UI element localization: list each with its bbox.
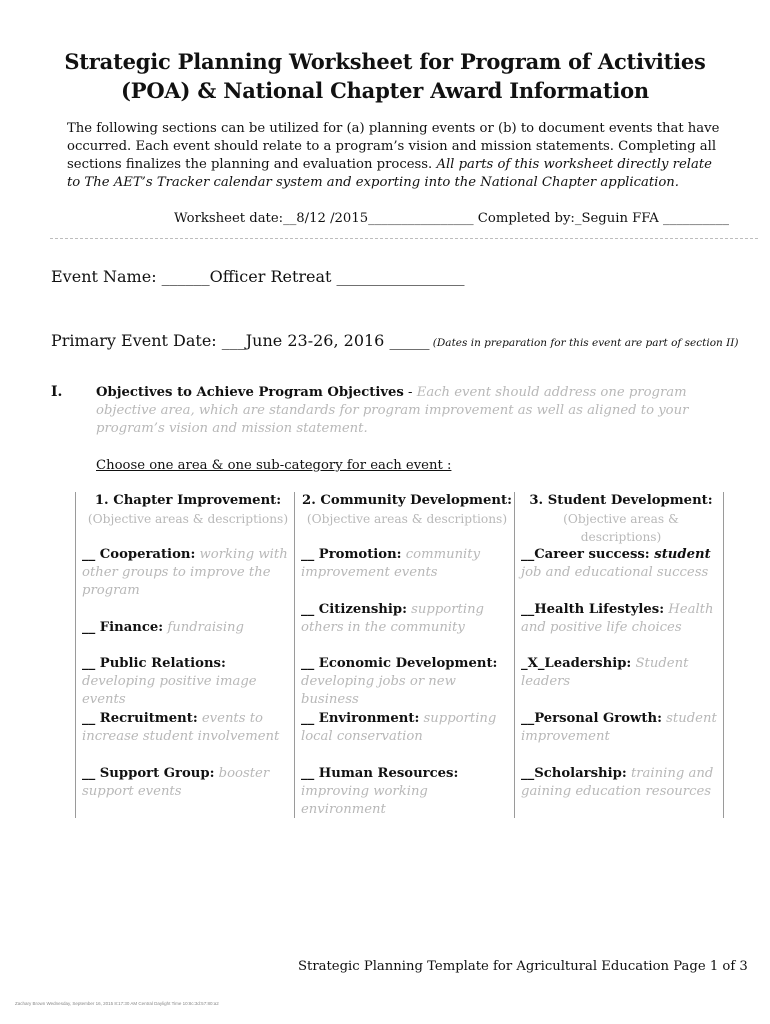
objective-option-selected[interactable] [521, 655, 721, 691]
objective-option[interactable] [82, 655, 294, 709]
objective-option[interactable] [521, 765, 721, 801]
objective-option[interactable] [82, 546, 294, 600]
option-label: __Scholarship: [521, 766, 627, 781]
column-heading: 3. Student Development: [529, 493, 713, 508]
objective-option[interactable] [521, 546, 721, 582]
worksheet-date-label: Worksheet date: [174, 211, 284, 226]
intro-paragraph [67, 120, 727, 192]
column-heading: 1. Chapter Improvement: [94, 493, 282, 508]
event-date-row [51, 331, 739, 350]
option-label: __Career success: [521, 547, 650, 562]
document-title-line-2: (POA) & National Chapter Award Information [121, 78, 649, 103]
objective-option[interactable] [82, 619, 294, 637]
option-label: _X_Leadership: [521, 656, 632, 671]
section-heading: Objectives to Achieve Program Objectives [96, 385, 404, 400]
option-description: supporting local conservation [301, 711, 497, 744]
event-name-row [51, 267, 465, 286]
objective-column-1 [82, 492, 294, 799]
completed-by-field[interactable]: _Seguin FFA __________ [574, 211, 729, 226]
event-date-note: (Dates in preparation for this event are part of section II) [429, 337, 739, 349]
option-description: training and gaining education resources [521, 766, 714, 799]
page-footer: Strategic Planning Template for Agricultural Education Page 1 of 3 [298, 959, 748, 974]
column-subheading: (Objective areas & descriptions) [306, 512, 508, 526]
option-label: __ Environment: [301, 711, 420, 726]
option-description: working with other groups to improve the program [82, 547, 288, 598]
column-divider [75, 492, 76, 818]
objective-option[interactable] [521, 710, 721, 746]
objective-option[interactable] [82, 710, 294, 746]
column-heading: 2. Community Development: [302, 493, 512, 508]
option-description: improving working environment [301, 784, 428, 817]
event-name-label: Event Name: [51, 267, 162, 286]
objective-option[interactable] [521, 601, 721, 637]
objective-option[interactable] [301, 546, 513, 582]
section-heading-block [96, 384, 736, 438]
column-divider [723, 492, 724, 818]
intro-text: The following sections can be utilized for (a) planning events or (b) to document events that have occurred. Each event should relate to a program’s vision and mission statements. Completing all sections finalizes the planning and evaluation process. [67, 121, 720, 172]
option-label: __ Promotion: [301, 547, 402, 562]
worksheet-meta [174, 211, 729, 226]
option-description: developing positive image events [82, 674, 257, 707]
choose-instruction: Choose one area & one sub-category for each event : [96, 458, 452, 473]
option-description: events to increase student involvement [82, 711, 280, 744]
worksheet-date-field[interactable]: __8/12 /2015________________ [283, 211, 474, 226]
section-separator: - [403, 385, 417, 400]
objective-option[interactable] [82, 765, 294, 801]
option-description: booster support events [82, 766, 270, 799]
option-label: __ Recruitment: [82, 711, 198, 726]
objective-option[interactable] [301, 765, 513, 819]
completed-by-label: Completed by: [473, 211, 575, 226]
option-description: Health and positive life choices [521, 602, 714, 635]
option-description: community improvement events [301, 547, 481, 580]
intro-emphasis: All parts of this worksheet directly relate to The AET’s Tracker calendar system and exporting into the National Chapter application. [67, 157, 712, 190]
option-label: __ Human Resources: [301, 766, 459, 781]
option-label: __Health Lifestyles: [521, 602, 665, 617]
option-label: __ Public Relations: [82, 656, 226, 671]
dashed-divider [50, 238, 758, 239]
option-description: supporting others in the community [301, 602, 485, 635]
option-description: Student leaders [521, 656, 689, 689]
option-label: __ Support Group: [82, 766, 215, 781]
event-date-label: Primary Event Date: [51, 331, 222, 350]
option-description: student improvement [521, 711, 717, 744]
column-divider [294, 492, 295, 818]
section-description: Each event should address one program objective area, which are standards for program improvement as well as aligned to your program’s vision and mission statement. [96, 385, 689, 436]
column-divider [514, 492, 515, 818]
event-date-field[interactable]: ___June 23-26, 2016 _____ [221, 331, 430, 350]
signature-stamp: Zachary Brown Wednesday, September 16, 2015 8:17:30 AM Central Daylight Time 10:8c:3d:57:80:a2 [15, 1001, 219, 1006]
option-label: __ Economic Development: [301, 656, 498, 671]
option-label: __Personal Growth: [521, 711, 662, 726]
objective-column-2 [301, 492, 513, 817]
option-label: __ Cooperation: [82, 547, 196, 562]
section-number: I. [51, 384, 63, 400]
column-subheading: (Objective areas & descriptions) [87, 512, 289, 526]
option-description: developing jobs or new business [301, 674, 456, 707]
option-label: __ Finance: [82, 620, 164, 635]
event-name-field[interactable]: ______Officer Retreat ________________ [161, 267, 465, 286]
column-subheading: (Objective areas & descriptions) [563, 512, 679, 544]
option-label: __ Citizenship: [301, 602, 407, 617]
option-description-emphasis: student [649, 547, 711, 562]
objective-column-3 [521, 492, 721, 799]
option-description: job and educational success [521, 565, 709, 580]
objective-option[interactable] [301, 601, 513, 637]
objective-option[interactable] [301, 710, 513, 746]
document-title-line-1: Strategic Planning Worksheet for Program of Activities [64, 49, 706, 74]
objective-option[interactable] [301, 655, 513, 709]
option-description: fundraising [163, 620, 244, 635]
